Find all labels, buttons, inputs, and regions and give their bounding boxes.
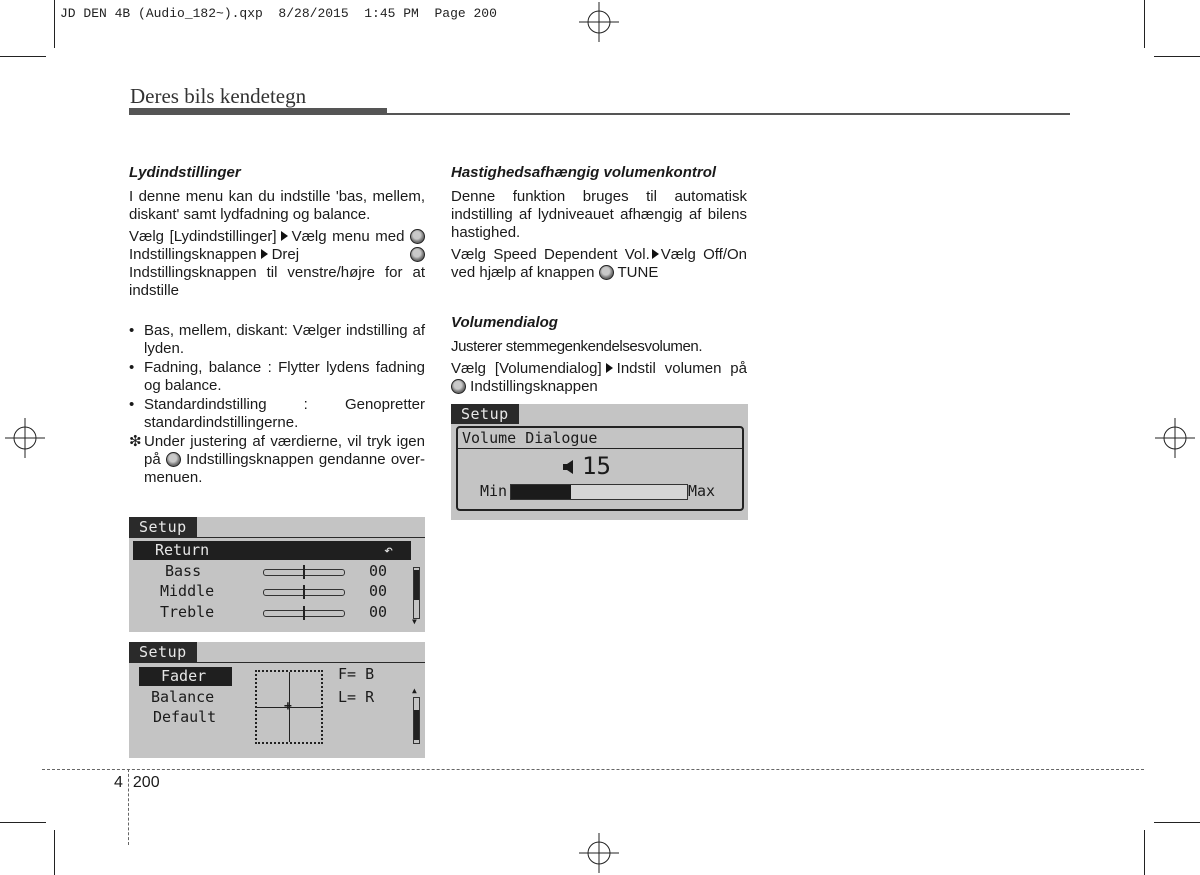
min-label: Min: [480, 482, 508, 500]
screen-tab: Setup: [129, 517, 197, 537]
instruction-text: Indstillingsknappen: [129, 246, 257, 263]
instruction-text: Vælg [Lydindstillinger]: [129, 228, 277, 245]
crop-mark: [0, 56, 46, 57]
setup-screen-fader: [129, 642, 425, 758]
crop-mark: [1154, 822, 1200, 823]
voice-volume-paragraph: Justerer stemmegenkendelsesvolumen.: [451, 338, 703, 355]
volume-value: 15: [582, 452, 611, 480]
knob-icon: [410, 247, 425, 262]
crop-mark: [1154, 56, 1200, 57]
setting-row-middle[interactable]: Middle 00: [160, 582, 388, 600]
list-item: • Bas, mellem, diskant: Vælger indstilling af lyden.: [129, 322, 425, 357]
instruction-paragraph: Vælg [Volumendialog] Indstil volumen på Indstillingsknappen: [451, 360, 747, 395]
knob-icon: [410, 229, 425, 244]
fader-value: F= B: [338, 665, 375, 683]
intro-paragraph: I denne menu kan du indstille 'bas, mellem, diskant' samt lydfadning og balance.: [129, 188, 425, 223]
setting-row-bass[interactable]: Bass 00: [165, 562, 388, 580]
scroll-up-icon[interactable]: ▲: [412, 686, 417, 695]
return-icon: ↶: [383, 541, 393, 559]
knob-icon: [451, 379, 466, 394]
arrow-right-icon: [652, 249, 659, 259]
speed-volume-paragraph: Denne funktion bruges til automatisk indstilling af lydniveauet afhængig af bilens hastighed.: [451, 188, 747, 241]
dialogue-title: Volume Dialogue: [462, 429, 598, 447]
crop-mark: [54, 0, 55, 48]
volume-dialogue-panel: [456, 426, 744, 511]
footer-rule: [42, 769, 1144, 770]
crop-mark: [54, 830, 55, 875]
menu-item-default[interactable]: Default: [153, 708, 217, 726]
instruction-text: Indstillingsknappen til venstre/højre for at indstille: [129, 264, 425, 299]
note-icon: ❇: [129, 433, 142, 450]
scrollbar[interactable]: [413, 697, 420, 744]
section-heading: Volumendialog: [451, 314, 558, 331]
middle-slider[interactable]: [263, 589, 345, 596]
screen-tab: Setup: [451, 404, 519, 424]
instruction-paragraph: Vælg Speed Dependent Vol. Vælg Off/On ved hjælp af knappen TUNE: [451, 246, 748, 281]
list-item: • Standardindstilling : Genopretter standardindstillingerne.: [129, 396, 425, 431]
setup-screen-volume-dialogue: [451, 404, 748, 520]
section-heading: Hastighedsafhængig volumenkontrol: [451, 164, 717, 181]
setting-row-treble[interactable]: Treble 00: [160, 603, 388, 621]
treble-slider[interactable]: [263, 610, 345, 617]
registration-mark-icon: [579, 2, 619, 42]
screen-tab: Setup: [129, 642, 197, 662]
knob-icon: [599, 265, 614, 280]
scroll-down-icon[interactable]: ▼: [412, 617, 417, 626]
arrow-right-icon: [261, 249, 268, 259]
speaker-icon: [562, 459, 576, 475]
header-rule: [129, 108, 387, 115]
menu-item-balance[interactable]: Balance: [151, 688, 215, 706]
fader-balance-grid[interactable]: [255, 670, 323, 744]
list-item: • Fadning, balance : Flytter lydens fadning og balance.: [129, 359, 425, 394]
settings-list: [129, 322, 425, 487]
scrollbar[interactable]: [413, 567, 420, 619]
arrow-right-icon: [606, 363, 613, 373]
return-row[interactable]: Return ↶: [133, 541, 411, 560]
instruction-paragraph: [129, 228, 425, 300]
instruction-text: Drej: [271, 246, 300, 263]
menu-item-fader[interactable]: Fader: [139, 667, 232, 686]
max-label: Max: [688, 482, 716, 500]
setup-screen-sound: [129, 517, 425, 632]
arrow-right-icon: [281, 231, 288, 241]
position-marker-icon: +: [284, 699, 292, 714]
print-header: JD DEN 4B (Audio_182~).qxp 8/28/2015 1:45 PM Page 200: [60, 6, 497, 21]
bass-slider[interactable]: [263, 569, 345, 576]
balance-value: L= R: [338, 688, 375, 706]
registration-mark-icon: [5, 418, 45, 458]
crop-mark: [1144, 830, 1145, 875]
crop-mark: [1144, 0, 1145, 48]
registration-mark-icon: [1155, 418, 1195, 458]
right-column: [451, 164, 747, 396]
registration-mark-icon: [579, 833, 619, 873]
volume-level-fill: [511, 485, 571, 499]
instruction-text: Vælg menu med: [291, 228, 405, 245]
note-item: ❇ Under justering af værdierne, vil tryk igen på Indstillingsknappen gendanne over- menuen.: [129, 433, 425, 486]
page-number: 4 200: [114, 774, 160, 791]
knob-icon: [166, 452, 181, 467]
chapter-title: Deres bils kendetegn: [130, 84, 307, 108]
volume-level-bar[interactable]: [510, 484, 688, 500]
header-rule: [387, 113, 1070, 115]
crop-mark: [0, 822, 46, 823]
section-heading: Lydindstillinger: [129, 164, 241, 181]
left-column: [129, 164, 425, 488]
